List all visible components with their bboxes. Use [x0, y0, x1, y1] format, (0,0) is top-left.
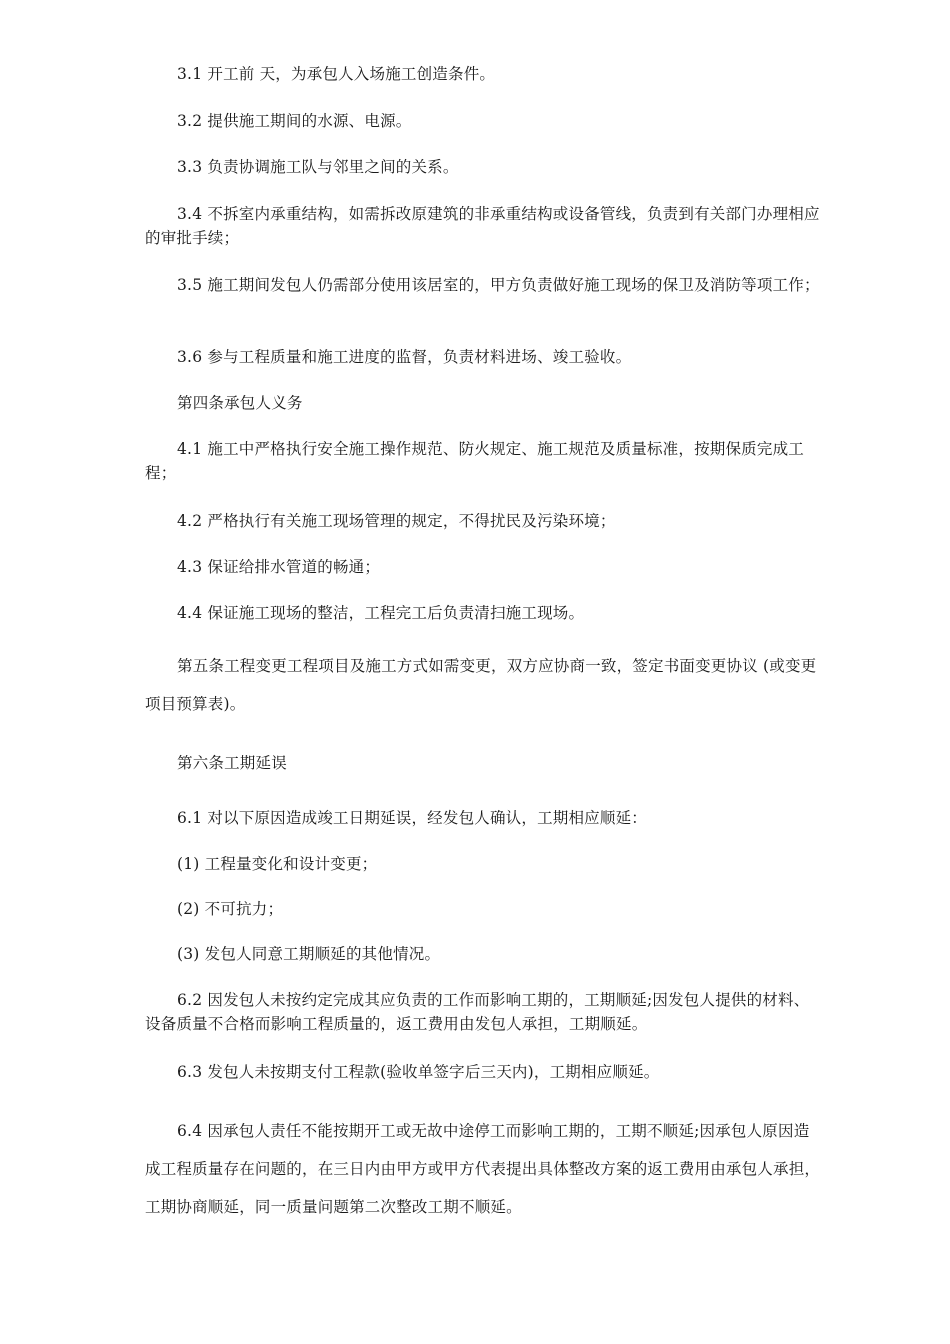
- clause-3-5: 3.5 施工期间发包人仍需部分使用该居室的，甲方负责做好施工现场的保卫及消防等项工作；: [177, 276, 820, 294]
- article-6-heading: 第六条工期延误: [177, 754, 287, 772]
- clause-6-4: 6.4 因承包人责任不能按期开工或无故中途停工而影响工期的，工期不顺延;因承包人原因造成工程质量存在问题的，在三日内由甲方或甲方代表提出具体整改方案的返工费用由承包人承担，工期协商顺延，同一质量问题第二次整改工期不顺延。: [145, 1122, 821, 1216]
- clause-3-1: 3.1 开工前 天，为承包人入场施工创造条件。: [177, 65, 496, 83]
- clause-3-4: 3.4 不拆室内承重结构，如需拆改原建筑的非承重结构或设备管线，负责到有关部门办理相应的审批手续；: [145, 205, 820, 247]
- clause-6-1-item-1: (1) 工程量变化和设计变更；: [177, 855, 378, 873]
- clause-4-2: 4.2 严格执行有关施工现场管理的规定，不得扰民及污染环境；: [177, 512, 616, 530]
- clause-6-1-item-2: (2) 不可抗力；: [177, 900, 284, 918]
- clause-4-3: 4.3 保证给排水管道的畅通；: [177, 558, 381, 576]
- clause-6-2: 6.2 因发包人未按约定完成其应负责的工作而影响工期的，工期顺延;因发包人提供的材料、设备质量不合格而影响工程质量的，返工费用由发包人承担，工期顺延。: [145, 991, 810, 1033]
- clause-3-3: 3.3 负责协调施工队与邻里之间的关系。: [177, 158, 459, 176]
- article-5: 第五条工程变更工程项目及施工方式如需变更，双方应协商一致，签定书面变更协议 (或变更项目预算表)。: [145, 657, 817, 713]
- clause-6-1-item-3: (3) 发包人同意工期顺延的其他情况。: [177, 945, 441, 963]
- clause-4-4: 4.4 保证施工现场的整洁，工程完工后负责清扫施工现场。: [177, 604, 585, 622]
- clause-6-1: 6.1 对以下原因造成竣工日期延误，经发包人确认，工期相应顺延：: [177, 809, 647, 827]
- clause-6-3: 6.3 发包人未按期支付工程款(验收单签字后三天内)，工期相应顺延。: [177, 1063, 660, 1081]
- clause-3-6: 3.6 参与工程质量和施工进度的监督，负责材料进场、竣工验收。: [177, 348, 632, 366]
- clause-3-2: 3.2 提供施工期间的水源、电源。: [177, 112, 412, 130]
- article-4-heading: 第四条承包人义务: [177, 394, 303, 412]
- clause-4-1: 4.1 施工中严格执行安全施工操作规范、防火规定、施工规范及质量标准，按期保质完成工程；: [145, 440, 804, 482]
